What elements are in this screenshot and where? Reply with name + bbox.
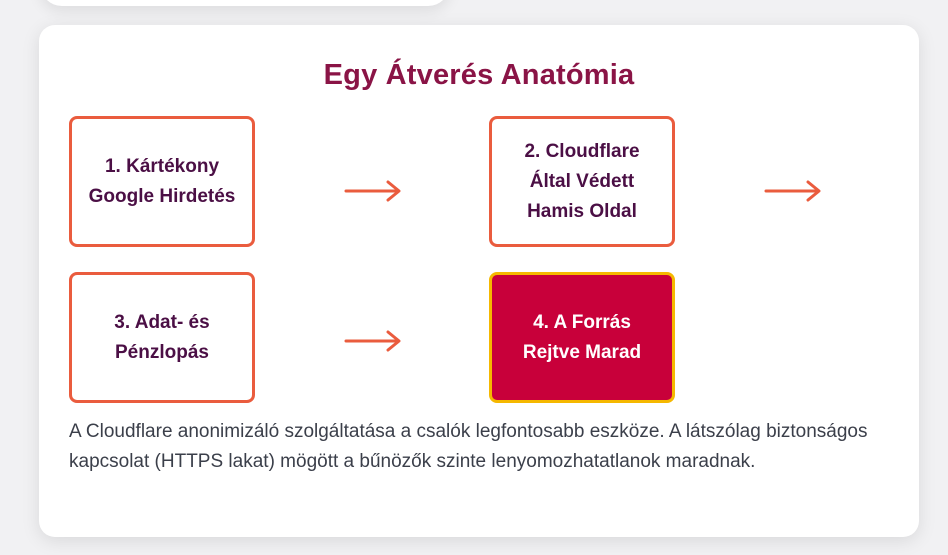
right-arrow-icon <box>344 329 402 353</box>
scam-anatomy-card <box>39 25 919 537</box>
step-3-data-theft: 3. Adat- és Pénzlopás <box>69 272 255 403</box>
step-2-fake-site: 2. Cloudflare Által Védett Hamis Oldal <box>489 116 675 247</box>
step-1-malicious-ad: 1. Kártékony Google Hirdetés <box>69 116 255 247</box>
previous-card-edge <box>40 0 450 6</box>
right-arrow-icon <box>344 179 402 203</box>
right-arrow-icon <box>764 179 822 203</box>
step-4-source-hidden: 4. A Forrás Rejtve Marad <box>489 272 675 403</box>
diagram-description: A Cloudflare anonimizáló szolgáltatása a csalók legfontosabb eszköze. A látszólag biztonságos kapcsolat (HTTPS lakat) mögött a bűnözők szinte lenyomozhatatlanok maradnak. <box>69 421 868 472</box>
diagram-title: Egy Átverés Anatómia <box>323 59 635 91</box>
